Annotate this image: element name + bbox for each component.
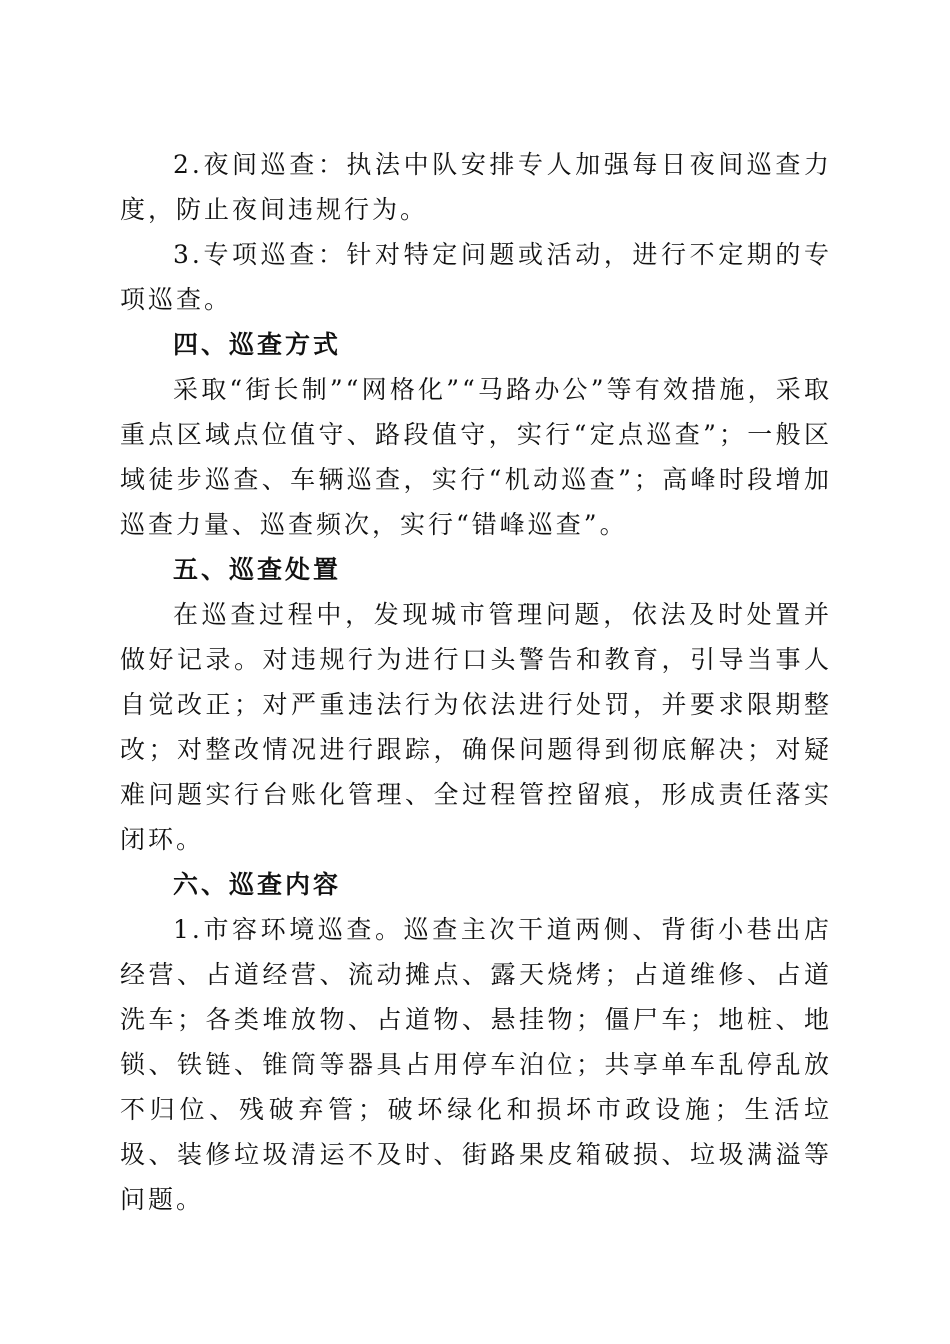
- paragraph-night-patrol: 2.夜间巡查：执法中队安排专人加强每日夜间巡查力度，防止夜间违规行为。: [120, 150, 832, 224]
- section-heading-patrol-content: 六、巡查内容: [173, 870, 342, 899]
- paragraph-city-appearance-patrol: 1.市容环境巡查。巡查主次干道两侧、背街小巷出店经营、占道经营、流动摊点、露天烧烤；占道维修、占道洗车；各类堆放物、占道物、悬挂物；僵尸车；地桩、地锁、铁链、锥筒等器具占用停车泊位；共享单车乱停乱放不归位、残破弃管；破坏绿化和损坏市政设施；生活垃圾、装修垃圾清运不及时、街路果皮箱破损、垃圾满溢等问题。: [120, 915, 832, 1214]
- paragraph-patrol-handling: 在巡查过程中，发现城市管理问题，依法及时处置并做好记录。对违规行为进行口头警告和教育，引导当事人自觉改正；对严重违法行为依法进行处罚，并要求限期整改；对整改情况进行跟踪，确保问题得到彻底解决；对疑难问题实行台账化管理、全过程管控留痕，形成责任落实闭环。: [120, 600, 832, 854]
- section-heading-patrol-handling: 五、巡查处置: [173, 555, 342, 584]
- paragraph-patrol-method: 采取“街长制”“网格化”“马路办公”等有效措施，采取重点区域点位值守、路段值守，实行“定点巡查”；一般区域徒步巡查、车辆巡查，实行“机动巡查”；高峰时段增加巡查力量、巡查频次，实行“错峰巡查”。: [120, 375, 832, 539]
- document-body: [120, 142, 832, 1222]
- paragraph-special-patrol: 3.专项巡查：针对特定问题或活动，进行不定期的专项巡查。: [120, 240, 832, 314]
- section-heading-patrol-method: 四、巡查方式: [173, 330, 342, 359]
